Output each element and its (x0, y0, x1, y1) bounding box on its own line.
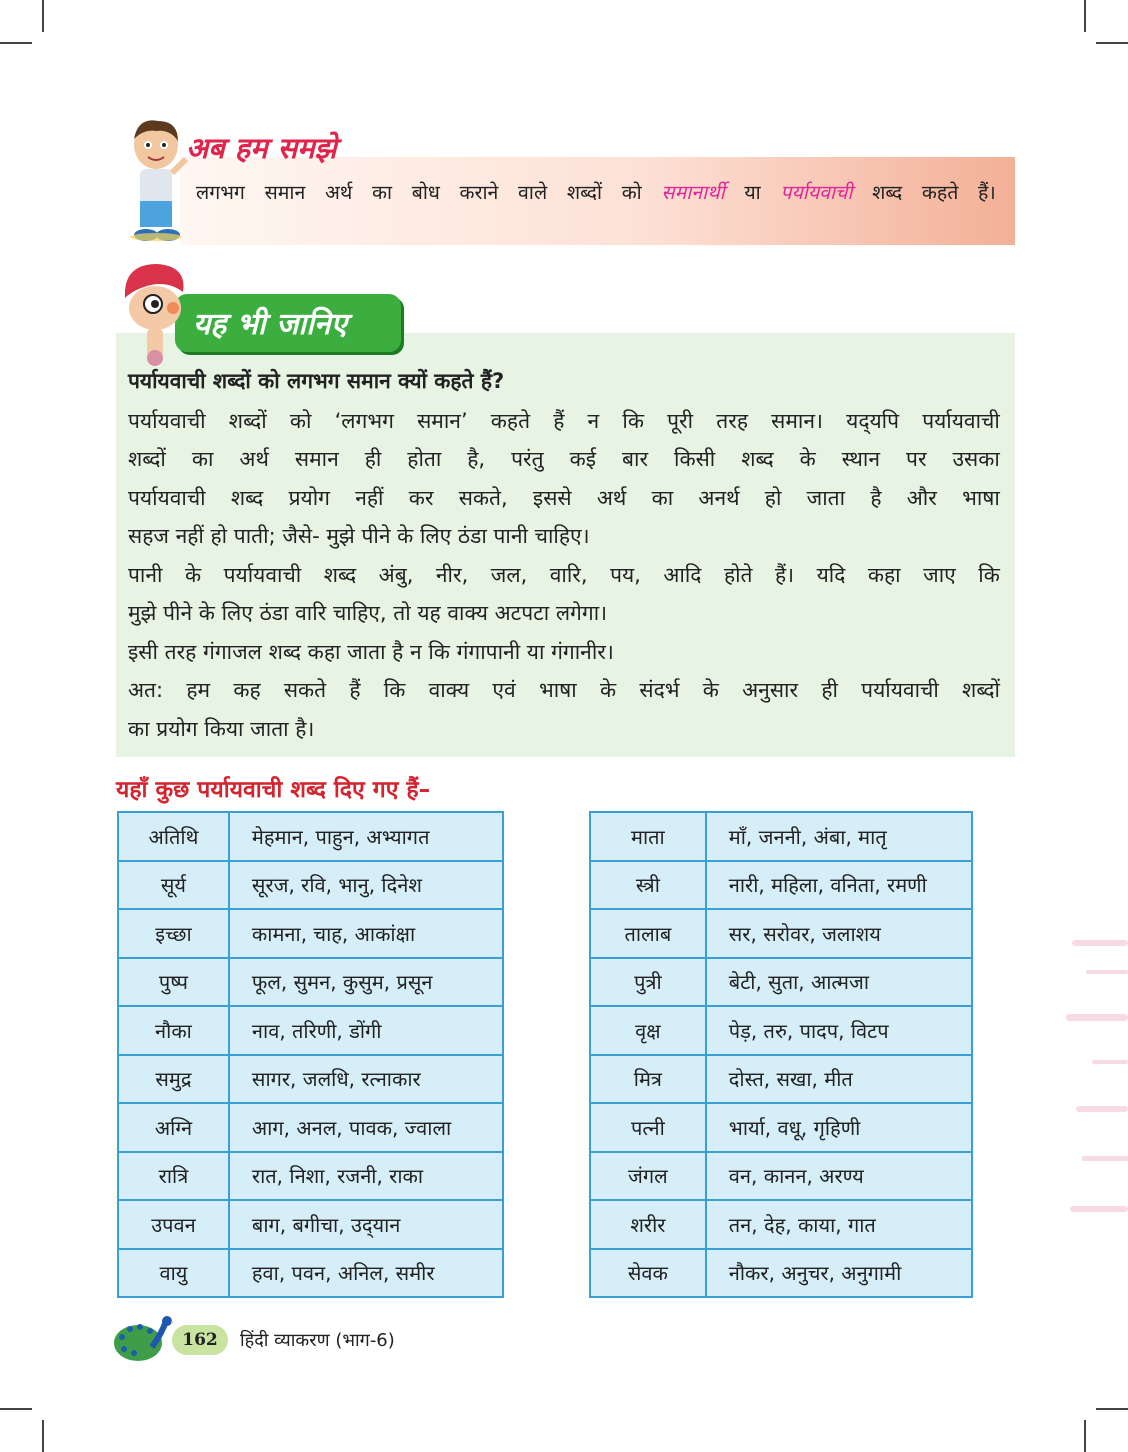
info-box-tag-label: यह भी जानिए (193, 307, 348, 342)
synonyms-cell: दोस्त, सखा, मीत (706, 1055, 972, 1104)
paragraph-word: शब्दों (962, 678, 1000, 702)
synonyms-cell: पेड़, तरु, पादप, विटप (706, 1006, 972, 1055)
crop-mark (0, 1408, 32, 1410)
paragraph-word: पर्यायवाची (922, 409, 1000, 433)
paragraph-word: यदि (816, 563, 846, 587)
paragraph-word: नीर, (435, 563, 469, 587)
synonyms-cell: कामना, चाह, आकांक्षा (229, 909, 503, 958)
table-row (118, 861, 503, 910)
word-cell: समुद्र (118, 1055, 229, 1104)
definition-word: समान (264, 181, 306, 204)
definition-word: का (371, 181, 393, 204)
word-cell: पुष्प (118, 958, 229, 1007)
word-cell: शरीर (590, 1200, 706, 1249)
paragraph-word: अंबु, (378, 563, 414, 587)
paragraph-word: जाए (923, 563, 956, 587)
table-row (590, 958, 972, 1007)
table-row (590, 1200, 972, 1249)
word-cell: स्त्री (590, 861, 706, 910)
word-cell: अतिथि (118, 812, 229, 861)
paragraph-word: कई (569, 447, 597, 471)
word-cell: वृक्ष (590, 1006, 706, 1055)
paragraph-word: यद्‌यपि (846, 409, 900, 433)
paragraph-word: शब्द (741, 447, 774, 471)
table-row (590, 1103, 972, 1152)
paragraph-word: हैं (349, 678, 361, 702)
definition-word: बोध (411, 181, 440, 204)
paragraph-word: को (289, 409, 312, 433)
synonyms-cell: मेहमान, पाहुन, अभ्यागत (229, 812, 503, 861)
word-cell: नौका (118, 1006, 229, 1055)
paragraph-word: हैं। (775, 563, 795, 587)
table-row (590, 812, 972, 861)
table-row (118, 1055, 503, 1104)
table-row (118, 1249, 503, 1298)
paragraph-word: ‘लगभग (334, 409, 394, 433)
paragraph-word: वारि, (549, 563, 588, 587)
table-row (118, 812, 503, 861)
paragraph-word: जाता (806, 486, 846, 510)
info-box-tag (175, 294, 401, 352)
crop-mark (1084, 1420, 1086, 1452)
word-cell: माता (590, 812, 706, 861)
paragraph-word: होता (407, 447, 442, 471)
paragraph-word: अर्थ (596, 486, 627, 510)
peacock-icon (112, 1313, 174, 1365)
definition-word: या (744, 181, 761, 204)
paragraph-line (128, 675, 1000, 705)
definition-word: लगभग (196, 181, 245, 204)
paragraph-word: है, (467, 447, 486, 471)
definition-word: अर्थ (324, 181, 353, 204)
word-cell: सेवक (590, 1249, 706, 1298)
paragraph-word: पर्यायवाची (223, 563, 302, 587)
paragraph-word: पूरी (667, 409, 694, 433)
definition-word: शब्द (872, 181, 903, 204)
definition-word: पर्यायवाची (780, 181, 853, 204)
definition-text (196, 178, 996, 205)
word-cell: अग्नि (118, 1103, 229, 1152)
paragraph-word: कहा (867, 563, 901, 587)
paragraph-line: मुझे पीने के लिए ठंडा वारि चाहिए, तो यह वाक्य अटपटा लगेगा। (128, 601, 608, 625)
paragraph-word: अर्थ (239, 447, 269, 471)
word-cell: पुत्री (590, 958, 706, 1007)
paragraph-word: तरह (716, 409, 748, 433)
paragraph-word: पर्यायवाची (861, 678, 939, 702)
paragraph-word: भाषा (538, 678, 577, 702)
paragraph-word: का (191, 447, 214, 471)
paragraph-line: इसी तरह गंगाजल शब्द कहा जाता है न कि गंगापानी या गंगानीर। (128, 640, 614, 664)
definition-word: शब्दों (566, 181, 603, 204)
synonyms-heading: यहाँ कुछ पर्यायवाची शब्द दिए गए हैं– (116, 777, 431, 803)
paragraph-word: के (799, 447, 816, 471)
decorative-streaks-icon (1062, 930, 1128, 1250)
paragraph-word: शब्दों (128, 447, 166, 471)
definition-word: वाले (518, 181, 548, 204)
paragraph-word: अनर्थ (698, 486, 740, 510)
paragraph-word: सकते, (458, 486, 508, 510)
paragraph-word: प्रयोग (288, 486, 330, 510)
word-cell: उपवन (118, 1200, 229, 1249)
paragraph-word: समान (294, 447, 339, 471)
word-cell: पत्नी (590, 1103, 706, 1152)
synonyms-cell: वन, कानन, अरण्य (706, 1152, 972, 1201)
paragraph-word: कहते (490, 409, 531, 433)
paragraph-word: आदि (663, 563, 702, 587)
synonyms-cell: सर, सरोवर, जलाशय (706, 909, 972, 958)
paragraph-word: कि (383, 678, 406, 702)
table-row (590, 1055, 972, 1104)
paragraph-word: जल, (490, 563, 528, 587)
table-row (118, 1152, 503, 1201)
paragraph-word: शब्दों (228, 409, 267, 433)
definition-word: समानार्थी (661, 181, 725, 204)
crop-mark (1096, 42, 1128, 44)
synonyms-cell: हवा, पवन, अनिल, समीर (229, 1249, 503, 1298)
paragraph-word: पर (906, 447, 927, 471)
table-row (118, 1006, 503, 1055)
synonyms-cell: सागर, जलधि, रत्नाकार (229, 1055, 503, 1104)
paragraph-word: कि (622, 409, 644, 433)
paragraph-word: अनुसार (742, 678, 799, 702)
crop-mark (42, 0, 44, 32)
crop-mark (1096, 1408, 1128, 1410)
paragraph-word: और (906, 486, 937, 510)
paragraph-line (128, 483, 1000, 513)
book-title: हिंदी व्याकरण (भाग-6) (240, 1330, 395, 1351)
paragraph-word: समान’ (417, 409, 468, 433)
word-cell: तालाब (590, 909, 706, 958)
paragraph-line (128, 560, 1000, 590)
paragraph-word: नहीं (355, 486, 384, 510)
paragraph-word: कह (233, 678, 261, 702)
page-number: 162 (172, 1325, 228, 1355)
synonyms-cell: नाव, तरिणी, डोंगी (229, 1006, 503, 1055)
paragraph-word: भाषा (962, 486, 1000, 510)
synonyms-cell: माँ, जननी, अंबा, मातृ (706, 812, 972, 861)
crop-mark (1084, 0, 1086, 32)
paragraph-word: सकते (283, 678, 327, 702)
paragraph-word: हैं (553, 409, 565, 433)
mascot-illustration-icon (117, 258, 197, 368)
word-cell: रात्रि (118, 1152, 229, 1201)
paragraph-word: अत: (128, 678, 164, 702)
synonyms-cell: रात, निशा, रजनी, राका (229, 1152, 503, 1201)
paragraph-word: का (651, 486, 674, 510)
paragraph-word: शब्द (230, 486, 264, 510)
synonyms-table-left (117, 811, 504, 1298)
paragraph-word: कर (408, 486, 434, 510)
paragraph-word: पय, (610, 563, 641, 587)
word-cell: इच्छा (118, 909, 229, 958)
paragraph-word: इससे (532, 486, 572, 510)
paragraph-word: किसी (674, 447, 716, 471)
paragraph-word: परंतु (511, 447, 544, 471)
table-row (590, 1152, 972, 1201)
paragraph-word: के (702, 678, 719, 702)
paragraph-word: पर्यायवाची (128, 409, 206, 433)
synonyms-cell: आग, अनल, पावक, ज्वाला (229, 1103, 503, 1152)
paragraph-line (128, 444, 1000, 474)
crop-mark (0, 42, 32, 44)
definition-word: को (621, 181, 642, 204)
paragraph-word: उसका (952, 447, 1000, 471)
paragraph-word: होते (723, 563, 753, 587)
paragraph-word: ही (364, 447, 382, 471)
table-row (590, 1006, 972, 1055)
paragraph-line: सहज नहीं हो पाती; जैसे- मुझे पीने के लिए ठंडा पानी चाहिए। (128, 524, 590, 548)
paragraph-word: न (587, 409, 600, 433)
paragraph-word: पर्यायवाची (128, 486, 206, 510)
synonyms-cell: नारी, महिला, वनिता, रमणी (706, 861, 972, 910)
paragraph-word: वाक्य (428, 678, 470, 702)
paragraph-word: है (870, 486, 882, 510)
synonyms-cell: भार्या, वधू, गृहिणी (706, 1103, 972, 1152)
paragraph-word: संदर्भ (639, 678, 680, 702)
question-heading: पर्यायवाची शब्दों को लगभग समान क्यों कहते हैं? (128, 369, 505, 393)
word-cell: वायु (118, 1249, 229, 1298)
table-row (118, 958, 503, 1007)
boy-illustration-icon (118, 115, 188, 245)
paragraph-word: के (184, 563, 202, 587)
definition-word: कहते (921, 181, 959, 204)
synonyms-table-right (589, 811, 973, 1298)
paragraph-word: एवं (492, 678, 516, 702)
paragraph-word: हम (186, 678, 211, 702)
paragraph-word: बार (622, 447, 649, 471)
paragraph-line (128, 406, 1000, 436)
crop-mark (42, 1420, 44, 1452)
table-row (118, 1103, 503, 1152)
definition-word: कराने (459, 181, 499, 204)
paragraph-word: ही (821, 678, 838, 702)
synonyms-cell: सूरज, रवि, भानु, दिनेश (229, 861, 503, 910)
table-row (590, 909, 972, 958)
paragraph-word: हो (764, 486, 782, 510)
synonyms-cell: बेटी, सुता, आत्मजा (706, 958, 972, 1007)
table-row (118, 909, 503, 958)
paragraph-word: पानी (128, 563, 163, 587)
definition-word: हैं। (978, 181, 996, 204)
synonyms-cell: बाग, बगीचा, उद्‌यान (229, 1200, 503, 1249)
paragraph-word: शब्द (323, 563, 357, 587)
paragraph-line: का प्रयोग किया जाता है। (128, 717, 315, 741)
word-cell: सूर्य (118, 861, 229, 910)
synonyms-cell: नौकर, अनुचर, अनुगामी (706, 1249, 972, 1298)
table-row (590, 861, 972, 910)
synonyms-cell: तन, देह, काया, गात (706, 1200, 972, 1249)
section-title-ab-hum-samjhe: अब हम समझे (186, 131, 337, 165)
paragraph-word: कि (978, 563, 1000, 587)
word-cell: मित्र (590, 1055, 706, 1104)
synonyms-cell: फूल, सुमन, कुसुम, प्रसून (229, 958, 503, 1007)
word-cell: जंगल (590, 1152, 706, 1201)
paragraph-word: समान। (771, 409, 823, 433)
table-row (590, 1249, 972, 1298)
paragraph-word: के (599, 678, 617, 702)
table-row (118, 1200, 503, 1249)
paragraph-word: स्थान (841, 447, 881, 471)
